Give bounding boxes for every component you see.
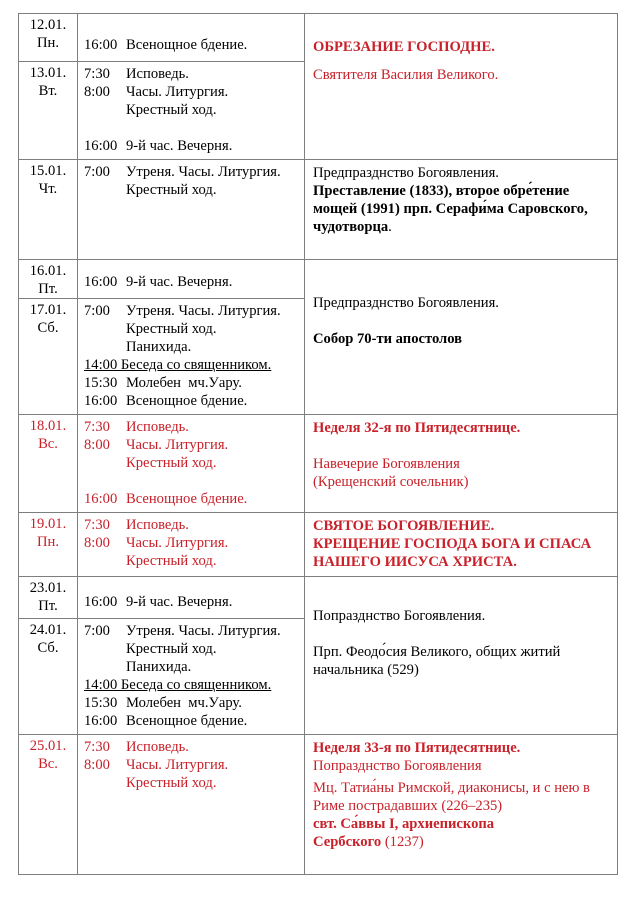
feast-description-cell (305, 735, 618, 875)
service-text: Утреня. Часы. Литургия. (126, 623, 281, 639)
feast-line (313, 473, 611, 491)
service-time: 7:30 (84, 517, 110, 533)
service-text: Исповедь. (126, 419, 189, 435)
service-line (84, 534, 302, 552)
service-text: Всенощное бдение. (126, 393, 248, 409)
feast-line (313, 38, 611, 56)
service-time: 7:30 (84, 739, 110, 755)
service-time: 16:00 (84, 138, 118, 154)
date-weekday: Пн. (37, 534, 59, 550)
schedule-row (19, 577, 618, 619)
feast-text: чудотворца (313, 219, 389, 235)
service-line (84, 658, 302, 676)
feast-line (313, 330, 611, 348)
feast-line (313, 607, 611, 625)
schedule-table (18, 13, 618, 875)
service-line (84, 418, 302, 436)
feast-line (313, 294, 611, 312)
spacer (313, 312, 611, 330)
service-text: Крестный ход. (126, 455, 217, 471)
spacer (313, 437, 611, 455)
services-cell (78, 577, 305, 619)
feast-text: Предпразднство Богоявления. (313, 165, 499, 181)
schedule-row (19, 415, 618, 513)
service-time: 8:00 (84, 535, 110, 551)
service-text: 9-й час. Вечерня. (126, 274, 233, 290)
service-line (84, 101, 302, 119)
date-cell (19, 160, 78, 260)
service-text: 9-й час. Вечерня. (126, 594, 233, 610)
services-cell (78, 619, 305, 735)
service-text: Крестный ход. (126, 641, 217, 657)
service-text: Часы. Литургия. (126, 84, 229, 100)
service-text: Исповедь. (126, 66, 189, 82)
feast-description-cell (305, 577, 618, 735)
service-time: 16:00 (84, 594, 118, 610)
feast-text: Навечерие Богоявления (313, 456, 460, 472)
feast-text: начальника (529) (313, 662, 419, 678)
service-time: 8:00 (84, 437, 110, 453)
service-line (84, 436, 302, 454)
service-time: 8:00 (84, 757, 110, 773)
service-line (84, 640, 302, 658)
service-time: 7:30 (84, 419, 110, 435)
spacer (84, 119, 302, 137)
date-day: 16.01. (29, 263, 67, 279)
date-cell (19, 14, 78, 62)
service-line (84, 356, 302, 374)
service-time: 8:00 (84, 84, 110, 100)
service-line (84, 622, 302, 640)
service-line (84, 83, 302, 101)
service-text: Молебен мч.Уару. (126, 695, 242, 711)
date-cell (19, 735, 78, 875)
schedule-row (19, 14, 618, 62)
feast-line (313, 66, 611, 84)
feast-text: Собор 70-ти апостолов (313, 331, 463, 347)
service-time: 16:00 (84, 37, 118, 53)
feast-text: Попразднство Богоявления (313, 758, 482, 774)
service-text: Панихида. (126, 659, 192, 675)
feast-line (313, 643, 611, 661)
service-text: Часы. Литургия. (126, 535, 229, 551)
date-cell (19, 513, 78, 577)
services-cell (78, 14, 305, 62)
service-time: 7:00 (84, 623, 110, 639)
service-time: 16:00 (84, 393, 118, 409)
service-text: Крестный ход. (126, 102, 217, 118)
page (0, 13, 637, 913)
service-line (84, 516, 302, 534)
services-cell (78, 260, 305, 299)
feast-line (313, 455, 611, 473)
service-time: 7:00 (84, 303, 110, 319)
feast-line (313, 517, 611, 535)
service-text: Крестный ход. (126, 775, 217, 791)
date-weekday: Пн. (37, 35, 59, 51)
services-cell (78, 415, 305, 513)
date-day: 12.01. (29, 17, 67, 33)
service-text: Исповедь. (126, 739, 189, 755)
feast-text: НАШЕГО ИИСУСА ХРИСТА. (313, 554, 517, 570)
service-text: Крестный ход. (126, 553, 217, 569)
service-line (84, 338, 302, 356)
service-time: 7:30 (84, 66, 110, 82)
feast-line (313, 164, 611, 182)
service-text: Крестный ход. (126, 321, 217, 337)
date-day: 13.01. (29, 65, 67, 81)
feast-text: Попразднство Богоявления. (313, 608, 486, 624)
service-text: Всенощное бдение. (126, 491, 248, 507)
service-line (84, 302, 302, 320)
services-cell (78, 735, 305, 875)
date-cell (19, 577, 78, 619)
service-text: 9-й час. Вечерня. (126, 138, 233, 154)
service-time: 16:00 (84, 274, 118, 290)
feast-line (313, 200, 611, 218)
feast-line (313, 419, 611, 437)
service-line (84, 552, 302, 570)
service-line (84, 374, 302, 392)
service-line (84, 712, 302, 730)
service-text: Исповедь. (126, 517, 189, 533)
feast-line (313, 661, 611, 679)
schedule-row (19, 260, 618, 299)
services-cell (78, 513, 305, 577)
date-cell (19, 415, 78, 513)
service-line (84, 181, 302, 199)
feast-text: (1237) (381, 834, 424, 850)
feast-line (313, 739, 611, 757)
service-line (84, 163, 302, 181)
feast-line (313, 833, 611, 851)
feast-line (313, 218, 611, 236)
date-cell (19, 260, 78, 299)
date-day: 23.01. (29, 580, 67, 596)
service-line (84, 676, 302, 694)
feast-text: ОБРЕЗАНИЕ ГОСПОДНЕ. (313, 39, 495, 55)
feast-text: СВЯТОЕ БОГОЯВЛЕНИЕ. (313, 518, 495, 534)
service-line (84, 273, 302, 291)
feast-text: Предпразднство Богоявления. (313, 295, 499, 311)
date-weekday: Вс. (38, 436, 58, 452)
service-time: 15:30 (84, 375, 118, 391)
services-cell (78, 160, 305, 260)
feast-line (313, 815, 611, 833)
schedule-row (19, 160, 618, 260)
date-weekday: Пт. (38, 281, 58, 297)
date-day: 18.01. (29, 418, 67, 434)
feast-line (313, 779, 611, 797)
service-time: 15:30 (84, 695, 118, 711)
feast-description-cell (305, 415, 618, 513)
date-weekday: Вс. (38, 756, 58, 772)
spacer (313, 625, 611, 643)
feast-line (313, 797, 611, 815)
schedule-row (19, 513, 618, 577)
service-line (84, 320, 302, 338)
service-line (84, 137, 302, 155)
feast-line (313, 757, 611, 775)
feast-description-cell (305, 160, 618, 260)
date-cell (19, 619, 78, 735)
date-day: 19.01. (29, 516, 67, 532)
spacer (84, 472, 302, 490)
service-line (84, 392, 302, 410)
feast-text: КРЕЩЕНИЕ ГОСПОДА БОГА И СПАСА (313, 536, 592, 552)
service-line (84, 774, 302, 792)
schedule-row (19, 735, 618, 875)
services-cell (78, 62, 305, 160)
service-underlined-text: 14:00 Беседа со священником. (84, 357, 272, 373)
feast-text: свт. Са́ввы I, архиепископа (313, 816, 495, 832)
date-weekday: Сб. (37, 640, 59, 656)
feast-text: Прп. Феодо́сия Великого, общих житий (313, 644, 561, 660)
service-line (84, 593, 302, 611)
feast-text: (Крещенский сочельник) (313, 474, 469, 490)
date-weekday: Сб. (37, 320, 59, 336)
spacer (313, 56, 611, 66)
feast-text: Преставление (1833), второе обре́тение (313, 183, 570, 199)
service-line (84, 490, 302, 508)
service-line (84, 694, 302, 712)
date-day: 17.01. (29, 302, 67, 318)
feast-text: Неделя 33-я по Пятидесятнице. (313, 740, 521, 756)
date-day: 24.01. (29, 622, 67, 638)
service-text: Молебен мч.Уару. (126, 375, 242, 391)
date-weekday: Чт. (38, 181, 58, 197)
feast-description-cell (305, 260, 618, 415)
date-day: 15.01. (29, 163, 67, 179)
service-line (84, 738, 302, 756)
service-text: Утреня. Часы. Литургия. (126, 303, 281, 319)
feast-description-cell (305, 14, 618, 160)
service-text: Утреня. Часы. Литургия. (126, 164, 281, 180)
service-text: Часы. Литургия. (126, 757, 229, 773)
service-underlined-text: 14:00 Беседа со священником. (84, 677, 272, 693)
date-day: 25.01. (29, 738, 67, 754)
feast-text: Сербского (313, 834, 382, 850)
date-cell (19, 62, 78, 160)
feast-text: Святителя Василия Великого. (313, 67, 499, 83)
feast-text: Неделя 32-я по Пятидесятнице. (313, 420, 521, 436)
feast-description-cell (305, 513, 618, 577)
service-line (84, 756, 302, 774)
service-time: 16:00 (84, 713, 118, 729)
service-line (84, 65, 302, 83)
service-line (84, 454, 302, 472)
service-text: Крестный ход. (126, 182, 217, 198)
service-text: Часы. Литургия. (126, 437, 229, 453)
date-weekday: Пт. (38, 598, 58, 614)
feast-text: Мц. Татиа́ны Римской, диаконисы, и с нею в (313, 780, 590, 796)
feast-line (313, 182, 611, 200)
date-cell (19, 299, 78, 415)
service-text: Панихида. (126, 339, 192, 355)
services-cell (78, 299, 305, 415)
date-weekday: Вт. (38, 83, 58, 99)
schedule-body (19, 14, 618, 875)
service-time: 16:00 (84, 491, 118, 507)
service-text: Всенощное бдение. (126, 713, 248, 729)
feast-text: мощей (1991) прп. Серафи́ма Саровского, (313, 201, 588, 217)
feast-text: . (388, 219, 392, 235)
feast-line (313, 535, 611, 553)
service-line (84, 36, 302, 54)
feast-line (313, 553, 611, 571)
feast-text: Риме пострадавших (226–235) (313, 798, 503, 814)
service-text: Всенощное бдение. (126, 37, 248, 53)
service-time: 7:00 (84, 164, 110, 180)
